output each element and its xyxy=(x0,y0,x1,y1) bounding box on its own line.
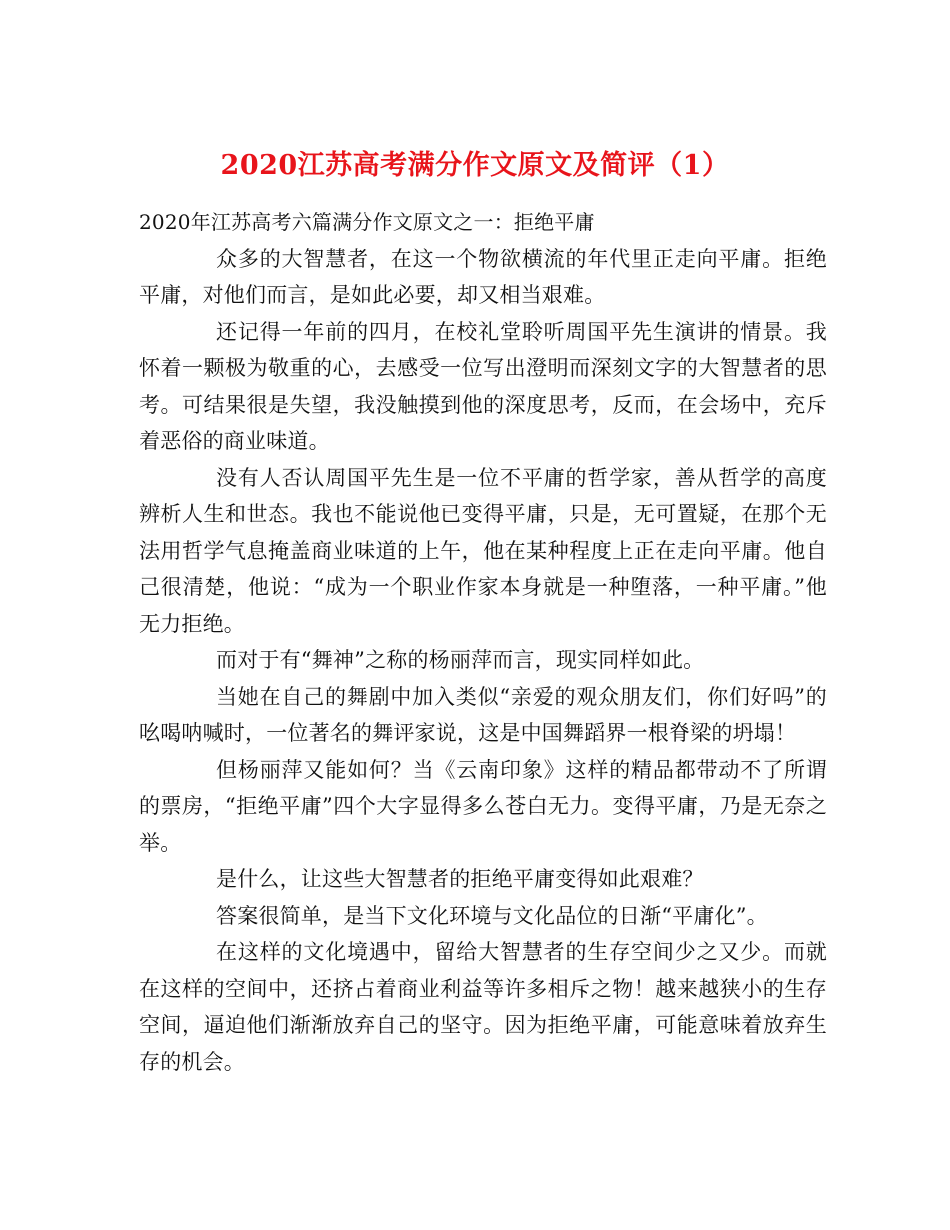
paragraph-6: 但杨丽萍又能如何？当《云南印象》这样的精品都带动不了所谓的票房，“拒绝平庸”四个大字显得多么苍白无力。变得平庸，乃是无奈之举。 xyxy=(139,757,827,855)
paragraph-5: 当她在自己的舞剧中加入类似“亲爱的观众朋友们，你们好吗”的吆喝呐喊时，一位著名的舞评家说，这是中国舞蹈界一根脊梁的坍塌！ xyxy=(139,684,827,745)
paragraph-1: 众多的大智慧者，在这一个物欲横流的年代里正走向平庸。拒绝平庸，对他们而言，是如此必要，却又相当艰难。 xyxy=(139,246,827,307)
document-title: 2020江苏高考满分作文原文及简评（1） xyxy=(220,150,730,182)
paragraph-8: 答案很简单，是当下文化环境与文化品位的日渐“平庸化”。 xyxy=(216,903,768,928)
paragraph-9: 在这样的文化境遇中，留给大智慧者的生存空间少之又少。而就在这样的空间中，还挤占着商业利益等许多相斥之物！越来越狭小的生存空间，逼迫他们渐渐放弃自己的坚守。因为拒绝平庸，可能意味着放弃生存的机会。 xyxy=(139,940,827,1074)
document-body xyxy=(139,204,827,1080)
paragraph-7: 是什么，让这些大智慧者的拒绝平庸变得如此艰难？ xyxy=(216,867,704,891)
paragraph-3: 没有人否认周国平先生是一位不平庸的哲学家，善从哲学的高度辨析人生和世态。我也不能说他已变得平庸，只是，无可置疑，在那个无法用哲学气息掩盖商业味道的上午，他在某种程度上正在走向平庸。他自己很清楚，他说：“成为一个职业作家本身就是一种堕落，一种平庸。”他无力拒绝。 xyxy=(139,465,827,636)
paragraph-2: 还记得一年前的四月，在校礼堂聆听周国平先生演讲的情景。我怀着一颗极为敬重的心，去感受一位写出澄明而深刻文字的大智慧者的思考。可结果很是失望，我没触摸到他的深度思考，反而，在会场中，充斥着恶俗的商业味道。 xyxy=(139,319,827,453)
paragraph-4: 而对于有“舞神”之称的杨丽萍而言，现实同样如此。 xyxy=(216,648,705,672)
essay-subtitle: 2020年江苏高考六篇满分作文原文之一：拒绝平庸 xyxy=(139,210,595,234)
